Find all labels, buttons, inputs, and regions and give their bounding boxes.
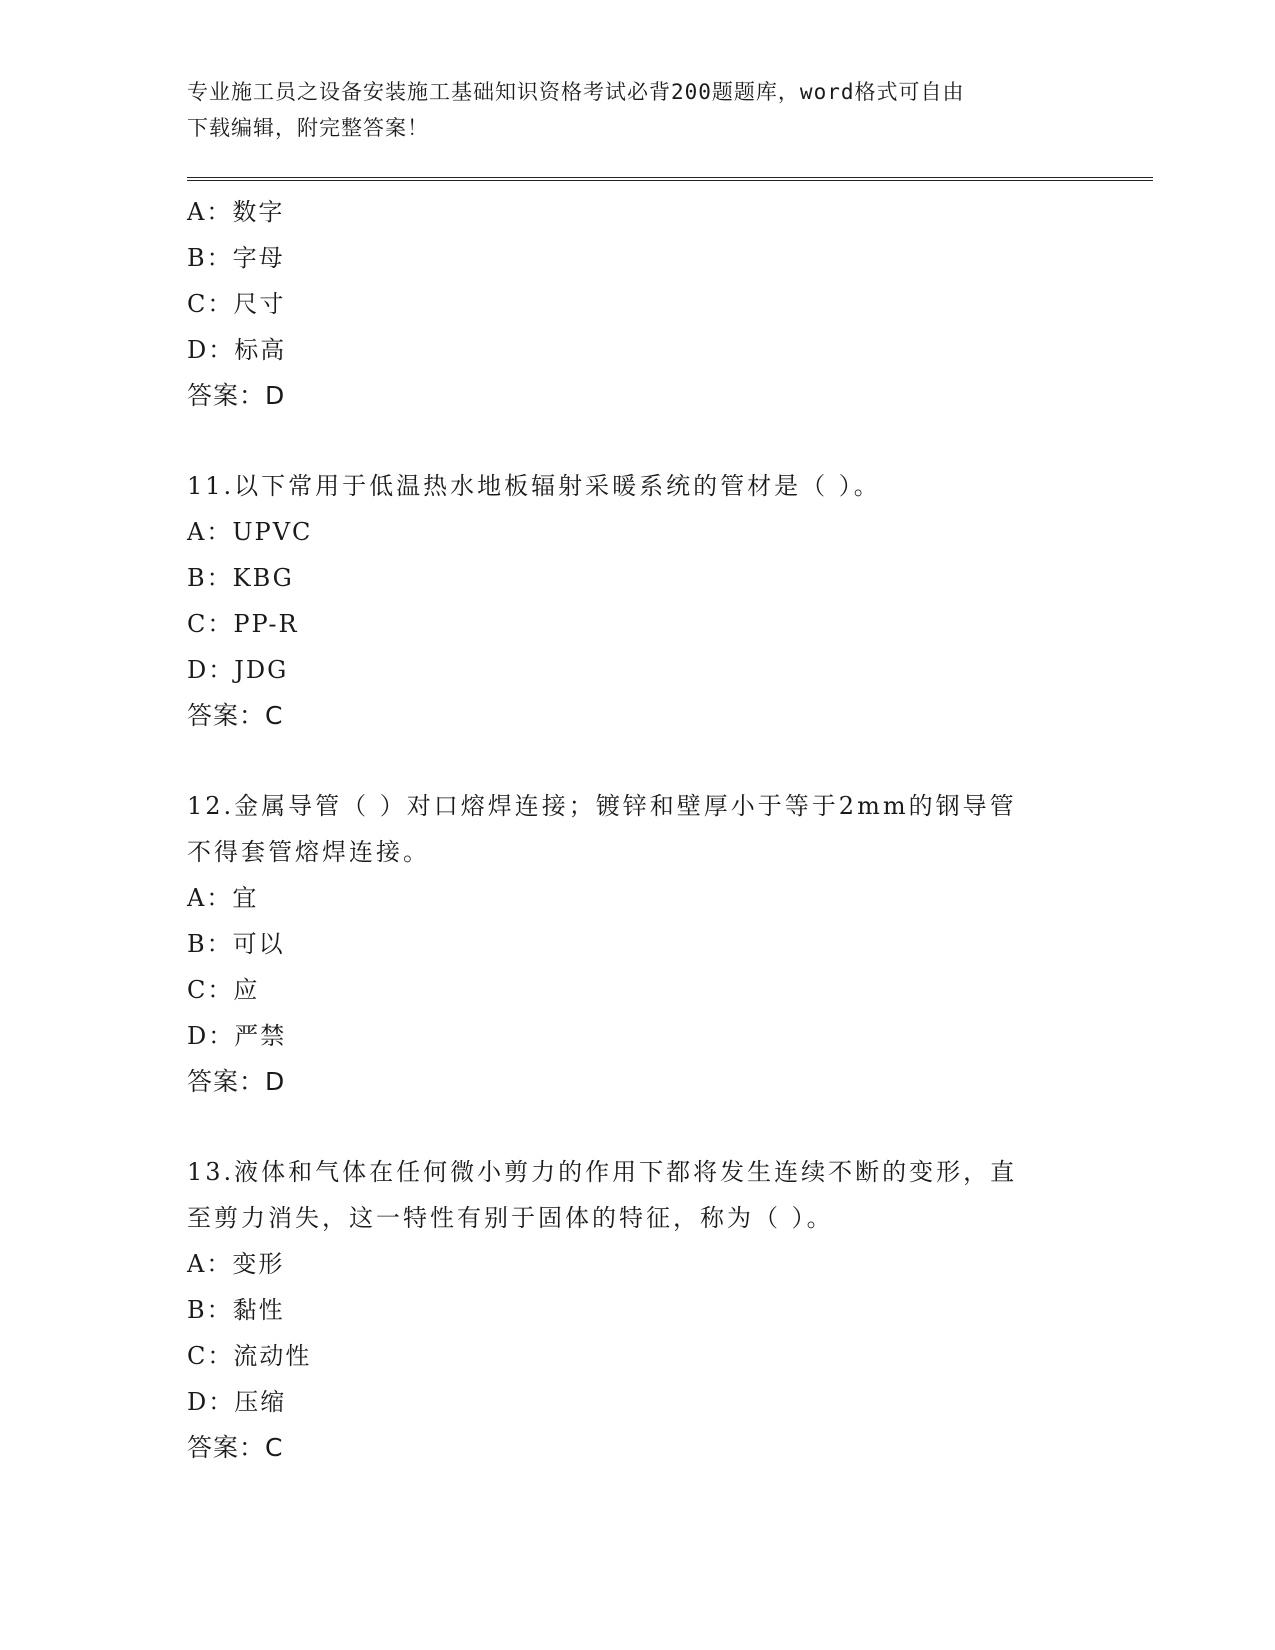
option-d: D：压缩 <box>187 1388 287 1416</box>
answer-line: 答案：D <box>187 1067 286 1096</box>
question-block-11 <box>187 463 1087 739</box>
question-text-continued: 不得套管熔焊连接。 <box>187 838 430 866</box>
question-block-13 <box>187 1149 1087 1471</box>
question-block-12 <box>187 783 1087 1105</box>
option-a: A：宜 <box>187 884 259 912</box>
option-b: B：字母 <box>187 244 285 272</box>
question-block-10 <box>187 189 1087 419</box>
question-list <box>187 189 1087 1471</box>
spacer <box>187 739 1087 783</box>
page-header <box>187 74 1067 146</box>
option-c: C：PP-R <box>187 610 299 638</box>
header-divider <box>187 177 1153 181</box>
option-d: D：JDG <box>187 656 289 684</box>
answer-line: 答案：C <box>187 1433 284 1462</box>
option-b: B：黏性 <box>187 1296 285 1324</box>
option-a: A：UPVC <box>187 518 313 546</box>
option-d: D：严禁 <box>187 1022 287 1050</box>
answer-line: 答案：C <box>187 701 284 730</box>
answer-line: 答案：D <box>187 381 286 410</box>
option-d: D：标高 <box>187 336 287 364</box>
question-text: 13.液体和气体在任何微小剪力的作用下都将发生连续不断的变形，直 <box>187 1158 1018 1186</box>
question-text-continued: 至剪力消失，这一特性有别于固体的特征，称为（ ）。 <box>187 1204 834 1232</box>
header-line-2: 下载编辑，附完整答案！ <box>187 116 429 140</box>
spacer <box>187 419 1087 463</box>
question-text: 12.金属导管（ ）对口熔焊连接；镀锌和壁厚小于等于2mm的钢导管 <box>187 792 1017 820</box>
spacer <box>187 1105 1087 1149</box>
option-b: B：KBG <box>187 564 294 592</box>
option-c: C：流动性 <box>187 1342 312 1370</box>
option-c: C：应 <box>187 976 260 1004</box>
option-b: B：可以 <box>187 930 285 958</box>
header-line-1: 专业施工员之设备安装施工基础知识资格考试必背200题题库，word格式可自由 <box>187 80 965 104</box>
option-a: A：变形 <box>187 1250 285 1278</box>
question-text: 11.以下常用于低温热水地板辐射采暖系统的管材是（ ）。 <box>187 472 881 500</box>
option-c: C：尺寸 <box>187 290 286 318</box>
option-a: A：数字 <box>187 198 285 226</box>
